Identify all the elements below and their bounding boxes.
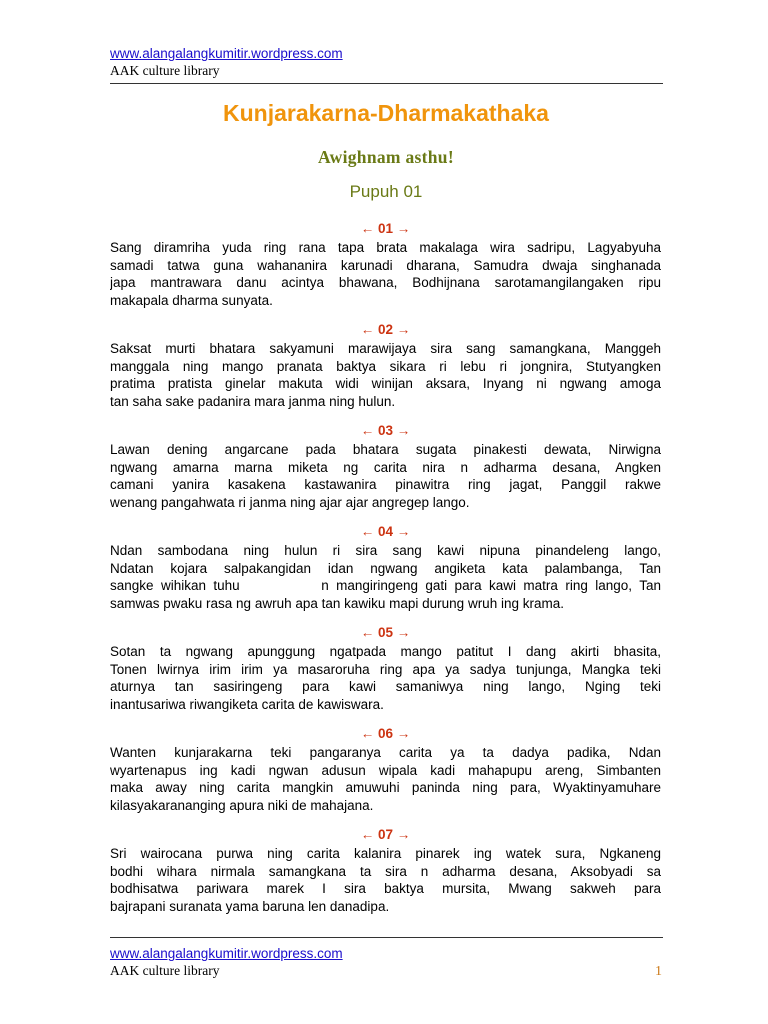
verse-line: sangke wihikan tuhu n mangiringeng gati para kawi matra ring lango, Tan bbox=[110, 578, 661, 593]
verse-line: Sang diramriha yuda ring rana tapa brata makalaga wira sadripu, Lagyabyuha bbox=[110, 240, 661, 255]
verse-line: ngwang amarna marna miketa ng carita nira n adharma desana, Angken bbox=[110, 459, 661, 475]
verse-line: aturnya tan sasiringeng para kawi samaniwya ning lango, Nging teki bbox=[110, 679, 661, 694]
stanza-02 bbox=[110, 321, 661, 422]
footer-rule bbox=[110, 937, 663, 938]
verse-line: makapala dharma sunyata. bbox=[110, 292, 273, 308]
verse-line: Lawan dening angarcane pada bhatara sugata pinakesti dewata, Nirwigna bbox=[110, 442, 661, 457]
verse-line: Wanten kunjarakarna teki pangaranya carita ya ta dadya padika, Ndan bbox=[110, 745, 661, 760]
verse-line: Tonen lwirnya irim irim ya masaroruha ring apa ya sadya tunjunga, Mangka teki bbox=[110, 661, 661, 677]
verse-line: Saksat murti bhatara sakyamuni marawijaya sira sang samangkana, Manggeh bbox=[110, 341, 661, 356]
stanza-01 bbox=[110, 220, 661, 321]
verse-line: bajrapani suranata yama baruna len danadipa. bbox=[110, 898, 390, 914]
verse-number: ← 04 → bbox=[360, 524, 411, 539]
verse-line: Sri wairocana purwa ning carita kalanira pinarek ing watek sura, Ngkaneng bbox=[110, 846, 661, 861]
verse-line: wenang pangahwata ri janma ning ajar ajar angregep lango. bbox=[110, 494, 470, 510]
stanza-06 bbox=[110, 725, 661, 826]
footer-library-name: AAK culture library bbox=[110, 963, 220, 978]
stanza-04 bbox=[110, 523, 661, 624]
verse-number: ← 05 → bbox=[360, 625, 411, 640]
verse-number: ← 03 → bbox=[360, 423, 411, 438]
verse-line: inantusariwa riwangiketa carita de kawiswara. bbox=[110, 696, 384, 712]
verse-line: bodhi wihara nirmala samangkana ta sira n adharma desana, Aksobyadi sa bbox=[110, 863, 661, 879]
verse-number: ← 01 → bbox=[360, 221, 411, 236]
verse-line: camani yanira kasakena kastawanira pinawitra ring jagat, Panggil rakwe bbox=[110, 477, 661, 492]
stanza-03 bbox=[110, 422, 661, 523]
verse-line: Ndan sambodana ning hulun ri sira sang kawi nipuna pinandeleng lango, bbox=[110, 543, 661, 558]
verse-line: japa mantrawara danu acintya bhawana, Bodhijnana sarotamangilangaken ripu bbox=[110, 275, 661, 290]
verse-line: samwas pwaku rasa ng awruh apa tan kawiku mapi durung wruh ing krama. bbox=[110, 595, 564, 611]
footer-site-link[interactable]: www.alangalangkumitir.wordpress.com bbox=[110, 946, 343, 961]
document-title: Kunjarakarna-Dharmakathaka bbox=[223, 100, 549, 126]
stanza-05 bbox=[110, 624, 661, 725]
stanza-07 bbox=[110, 826, 661, 927]
verse-number: ← 06 → bbox=[360, 726, 411, 741]
page-number: 1 bbox=[655, 964, 662, 979]
verse-line: kilasyakarananging apura niki de mahajana. bbox=[110, 797, 374, 813]
verse-line: Ndatan kojara salpakangidan idan ngwang angiketa kata palambanga, Tan bbox=[110, 560, 661, 576]
verse-number: ← 02 → bbox=[360, 322, 411, 337]
stanza-list bbox=[110, 220, 661, 927]
verse-line: pratima pratista ginelar makuta widi winijan aksara, Inyang ni ngwang amoga bbox=[110, 376, 661, 391]
header-rule bbox=[110, 83, 663, 84]
verse-line: maka away ning carita mangkin amuwuhi paninda ning para, Wyaktinyamuhare bbox=[110, 780, 661, 795]
verse-line: samadi tatwa guna wahananira karunadi dharana, Samudra dwaja singhanada bbox=[110, 257, 661, 273]
page-header bbox=[110, 46, 662, 79]
verse-line: manggala ning mango pranata baktya sikara ri lebu ri jongnira, Stutyangken bbox=[110, 358, 661, 374]
verse-line: bodhisatwa pariwara marek I sira baktya mursita, Mwang sakweh para bbox=[110, 881, 661, 896]
verse-line: Sotan ta ngwang apunggung ngatpada mango patitut I dang akirti bhasita, bbox=[110, 644, 661, 659]
document-subtitle: Awighnam asthu! bbox=[318, 147, 454, 167]
verse-line: tan saha sake padanira mara janma ning hulun. bbox=[110, 393, 396, 409]
verse-number: ← 07 → bbox=[360, 827, 411, 842]
header-site-link[interactable]: www.alangalangkumitir.wordpress.com bbox=[110, 46, 343, 61]
page-footer bbox=[110, 946, 662, 979]
section-heading: Pupuh 01 bbox=[349, 182, 423, 201]
header-library-name: AAK culture library bbox=[110, 63, 220, 78]
verse-line: wyartenapus ing kadi ngwan adusun wipala kadi mahapupu areng, Simbanten bbox=[110, 762, 661, 778]
